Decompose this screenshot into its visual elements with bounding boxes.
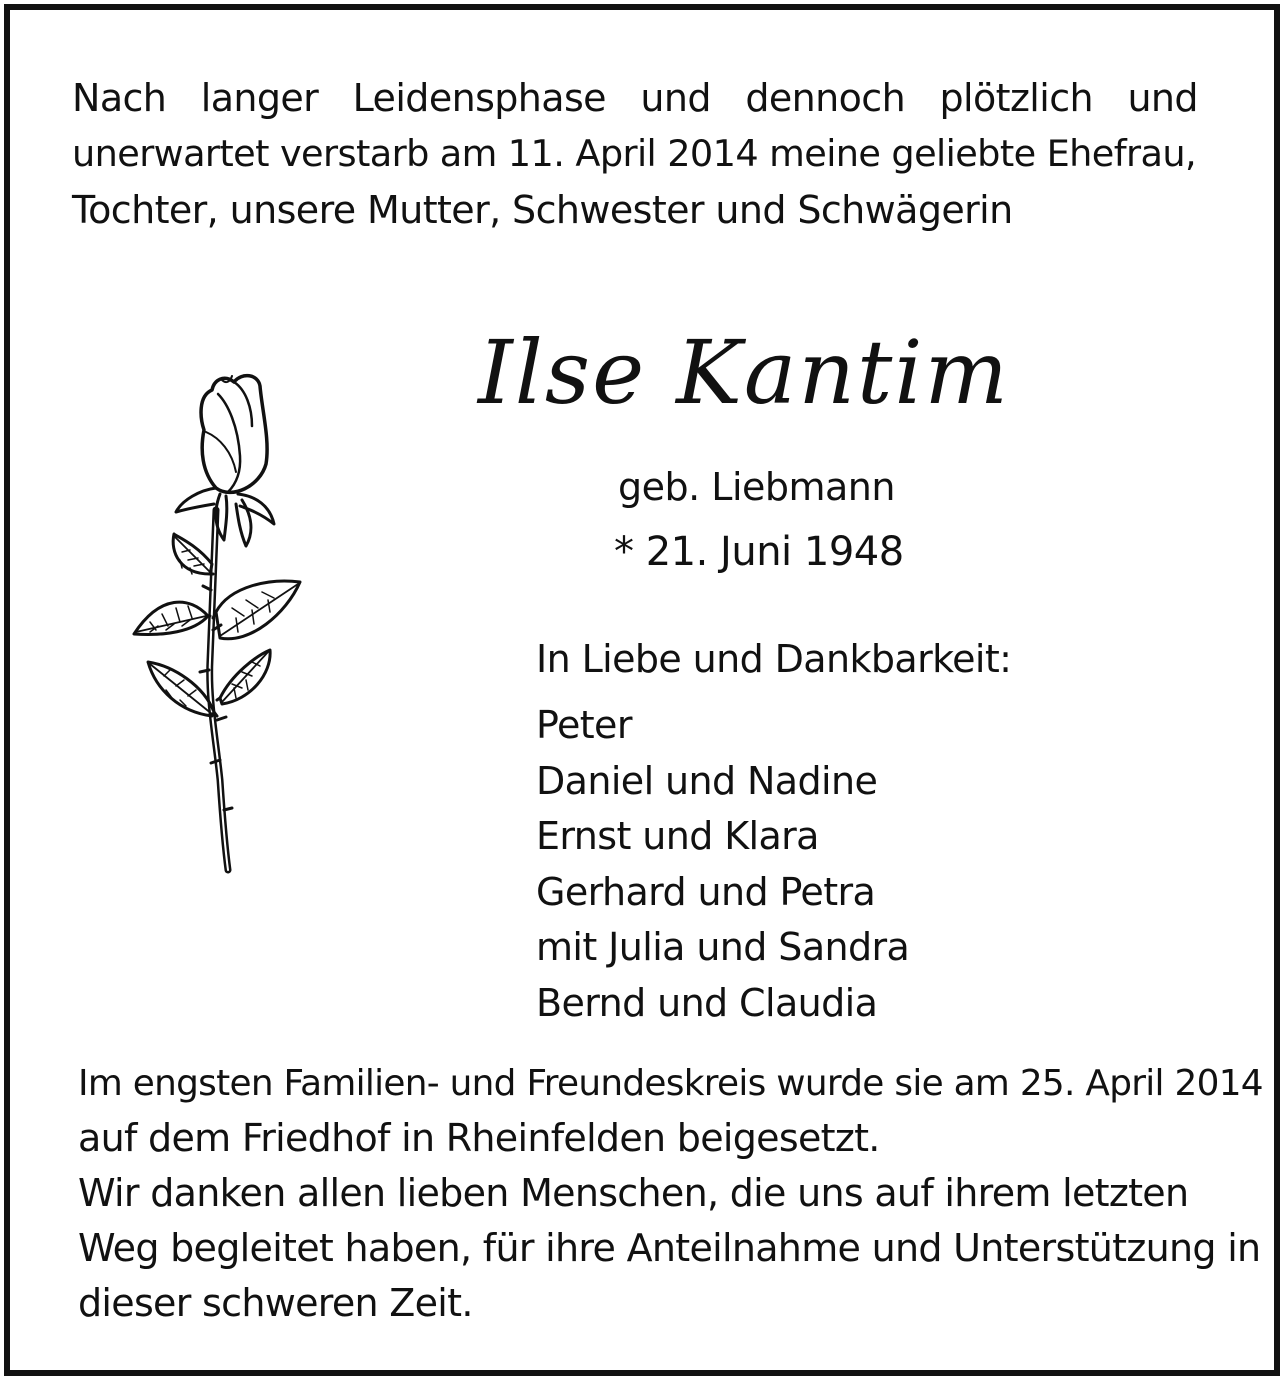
intro-word: Nach [72, 76, 167, 120]
mourner-name: mit Julia und Sandra [536, 925, 910, 969]
mourner-name: Daniel und Nadine [536, 758, 878, 803]
intro-word: und [1127, 76, 1198, 120]
closing-word: und [871, 1226, 942, 1270]
closing-word: 2014 [1174, 1063, 1263, 1104]
closing-word: Freundeskreis [526, 1063, 766, 1104]
closing-word: begleitet [170, 1226, 334, 1270]
closing-word: in [1227, 1226, 1261, 1270]
closing-word: für [482, 1226, 534, 1270]
closing-word: am [953, 1063, 1010, 1104]
intro-word: langer [200, 76, 319, 120]
mourner-name: Ernst und Klara [536, 814, 819, 858]
closing-paragraph [78, 1056, 1263, 1331]
closing-word: die [729, 1171, 786, 1215]
closing-line-1 [78, 1056, 1263, 1111]
intro-word: Leidensphase [352, 76, 606, 120]
mourner-name: Gerhard und Petra [536, 869, 876, 914]
closing-word: allen [297, 1171, 386, 1215]
closing-line-2: auf dem Friedhof in Rheinfelden beigesetzt. [78, 1116, 880, 1160]
closing-word: Wir [78, 1171, 139, 1215]
closing-word: April [1085, 1063, 1164, 1104]
closing-word: auf [874, 1171, 933, 1215]
closing-word: letzten [1062, 1171, 1189, 1215]
closing-word: Anteilnahme [626, 1226, 861, 1270]
closing-word: Familien- [283, 1063, 439, 1104]
birth-date: * 21. Juni 1948 [614, 529, 904, 575]
closing-word: ihre [545, 1226, 616, 1270]
closing-word: engsten [132, 1063, 273, 1104]
closing-word: lieben [396, 1171, 509, 1215]
closing-line-4 [78, 1221, 1261, 1276]
closing-word: Im [78, 1063, 123, 1104]
closing-word: danken [150, 1171, 286, 1215]
closing-line-5: dieser schweren Zeit. [78, 1281, 473, 1325]
intro-word: und [640, 76, 711, 120]
closing-word: Weg [78, 1226, 159, 1270]
closing-word: 25. [1019, 1063, 1075, 1104]
rose-icon [120, 360, 320, 880]
deceased-name: Ilse Kantim [478, 321, 1010, 424]
closing-word: sie [894, 1063, 943, 1104]
maiden-name: geb. Liebmann [618, 465, 895, 509]
mourners-heading: In Liebe und Dankbarkeit: [536, 637, 1012, 681]
mourner-name: Peter [536, 703, 632, 747]
closing-word: wurde [776, 1063, 884, 1104]
intro-word: dennoch [745, 76, 906, 120]
closing-line-3 [78, 1166, 1198, 1221]
closing-word: Menschen, [520, 1171, 719, 1215]
closing-word: und [449, 1063, 516, 1104]
intro-paragraph [72, 70, 1198, 238]
closing-word: haben, [344, 1226, 472, 1270]
intro-line-2: unerwartet verstarb am 11. April 2014 meine geliebte Ehefrau, [72, 132, 1197, 175]
mourners-list [536, 698, 1011, 1031]
intro-line-3: Tochter, unsere Mutter, Schwester und Schwägerin [72, 188, 1013, 232]
intro-word: plötzlich [939, 76, 1093, 120]
closing-word: uns [797, 1171, 863, 1215]
closing-word: Unterstützung [953, 1226, 1216, 1270]
mourner-name: Bernd und Claudia [536, 980, 878, 1025]
intro-line-1 [72, 70, 1198, 126]
mourners-block [536, 632, 1011, 1031]
closing-word: ihrem [944, 1171, 1051, 1215]
